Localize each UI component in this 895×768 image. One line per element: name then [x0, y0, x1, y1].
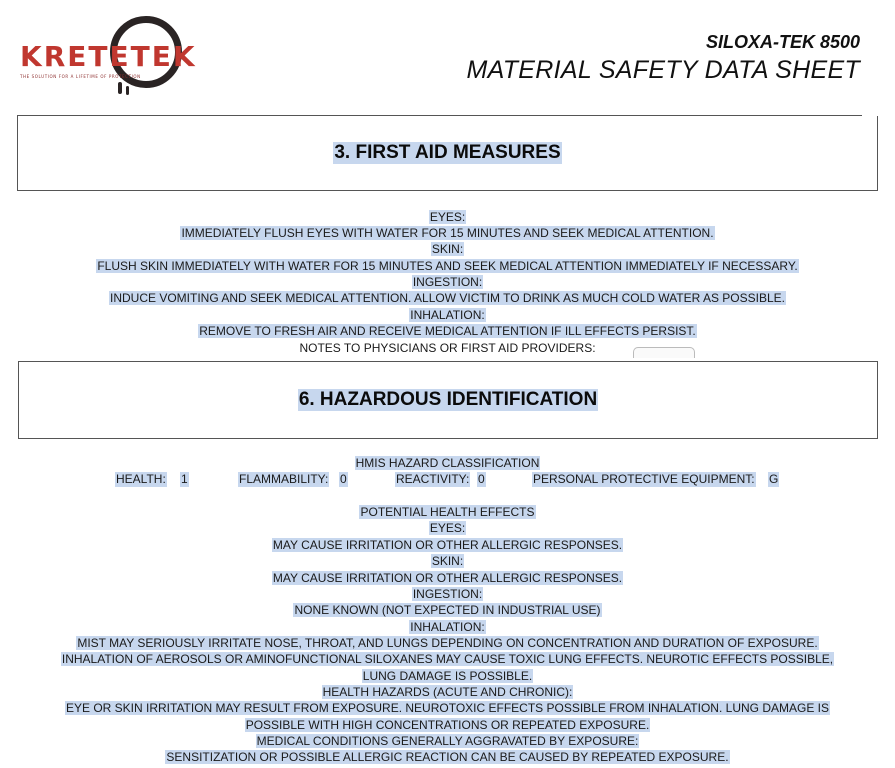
text-line: EYES:: [429, 210, 466, 224]
text-line: MAY CAUSE IRRITATION OR OTHER ALLERGIC RESPONSES.: [272, 538, 623, 552]
text-line: IMMEDIATELY FLUSH EYES WITH WATER FOR 15 MINUTES AND SEEK MEDICAL ATTENTION.: [181, 226, 714, 240]
text-line: NONE KNOWN (NOT EXPECTED IN INDUSTRIAL USE): [294, 603, 601, 617]
section-3-header-box: [17, 115, 878, 191]
text-line: INHALATION OF AEROSOLS OR AMINOFUNCTIONAL SILOXANES MAY CAUSE TOXIC LUNG EFFECTS. NEUROTIC EFFECTS POSSIBLE,: [61, 652, 834, 666]
notes-label: NOTES TO PHYSICIANS OR FIRST AID PROVIDERS:: [299, 341, 596, 355]
hmis-flammability-value: 0: [340, 472, 347, 486]
company-logo: [14, 12, 214, 98]
product-name: SILOXA-TEK 8500: [705, 32, 860, 52]
text-line: SENSITIZATION OR POSSIBLE ALLERGIC REACTION CAN BE CAUSED BY REPEATED EXPOSURE.: [166, 750, 729, 764]
hmis-classification-row: [0, 472, 895, 487]
logo-wordmark: KRETETEK: [20, 40, 197, 73]
text-line: MIST MAY SERIOUSLY IRRITATE NOSE, THROAT, AND LUNGS DEPENDING ON CONCENTRATION AND DURATION OF EXPOSURE.: [77, 636, 818, 650]
text-line: LUNG DAMAGE IS POSSIBLE.: [362, 669, 533, 683]
hmis-heading: HMIS HAZARD CLASSIFICATION: [355, 456, 540, 470]
text-line: FLUSH SKIN IMMEDIATELY WITH WATER FOR 15 MINUTES AND SEEK MEDICAL ATTENTION IMMEDIATELY IF NECESSARY.: [97, 259, 798, 273]
hmis-health-label: HEALTH:: [116, 472, 166, 486]
logo-tagline: THE SOLUTION FOR A LIFETIME OF PROTECTION: [20, 74, 141, 79]
notes-input[interactable]: [633, 347, 695, 358]
hmis-reactivity-value: 0: [478, 472, 485, 486]
text-line: INHALATION:: [410, 308, 485, 322]
text-line: HEALTH HAZARDS (ACUTE AND CHRONIC):: [322, 685, 573, 699]
hmis-flammability-label: FLAMMABILITY:: [239, 472, 329, 486]
text-line: EYE OR SKIN IRRITATION MAY RESULT FROM EXPOSURE. NEUROTOXIC EFFECTS POSSIBLE FROM INHALATION. LUNG DAMAGE IS: [65, 701, 829, 715]
hmis-health-value: 1: [181, 472, 188, 486]
text-line: INGESTION:: [412, 275, 483, 289]
section-6-title: 6. HAZARDOUS IDENTIFICATION: [298, 389, 598, 410]
document-title: MATERIAL SAFETY DATA SHEET: [466, 56, 860, 84]
section-6-header-box: [18, 361, 878, 439]
text-line: INGESTION:: [412, 587, 483, 601]
hmis-reactivity-label: REACTIVITY:: [396, 472, 470, 486]
hmis-ppe-value: G: [769, 472, 779, 486]
text-line: INDUCE VOMITING AND SEEK MEDICAL ATTENTION. ALLOW VICTIM TO DRINK AS MUCH COLD WATER AS POSSIBLE.: [109, 291, 785, 305]
text-line: MEDICAL CONDITIONS GENERALLY AGGRAVATED BY EXPOSURE:: [256, 734, 639, 748]
text-line: REMOVE TO FRESH AIR AND RECEIVE MEDICAL ATTENTION IF ILL EFFECTS PERSIST.: [199, 324, 696, 338]
section-3-title: 3. FIRST AID MEASURES: [334, 142, 561, 163]
text-line: POTENTIAL HEALTH EFFECTS: [360, 505, 535, 519]
text-line: EYES:: [429, 521, 466, 535]
logo-drip: [126, 86, 129, 95]
text-line: INHALATION:: [410, 620, 485, 634]
hmis-ppe-label: PERSONAL PROTECTIVE EQUIPMENT:: [533, 472, 755, 486]
text-line: POSSIBLE WITH HIGH CONCENTRATIONS OR REPEATED EXPOSURE.: [245, 718, 650, 732]
text-line: MAY CAUSE IRRITATION OR OTHER ALLERGIC RESPONSES.: [272, 571, 623, 585]
text-line: SKIN:: [431, 242, 464, 256]
logo-drip: [118, 82, 122, 94]
text-line: SKIN:: [431, 554, 464, 568]
